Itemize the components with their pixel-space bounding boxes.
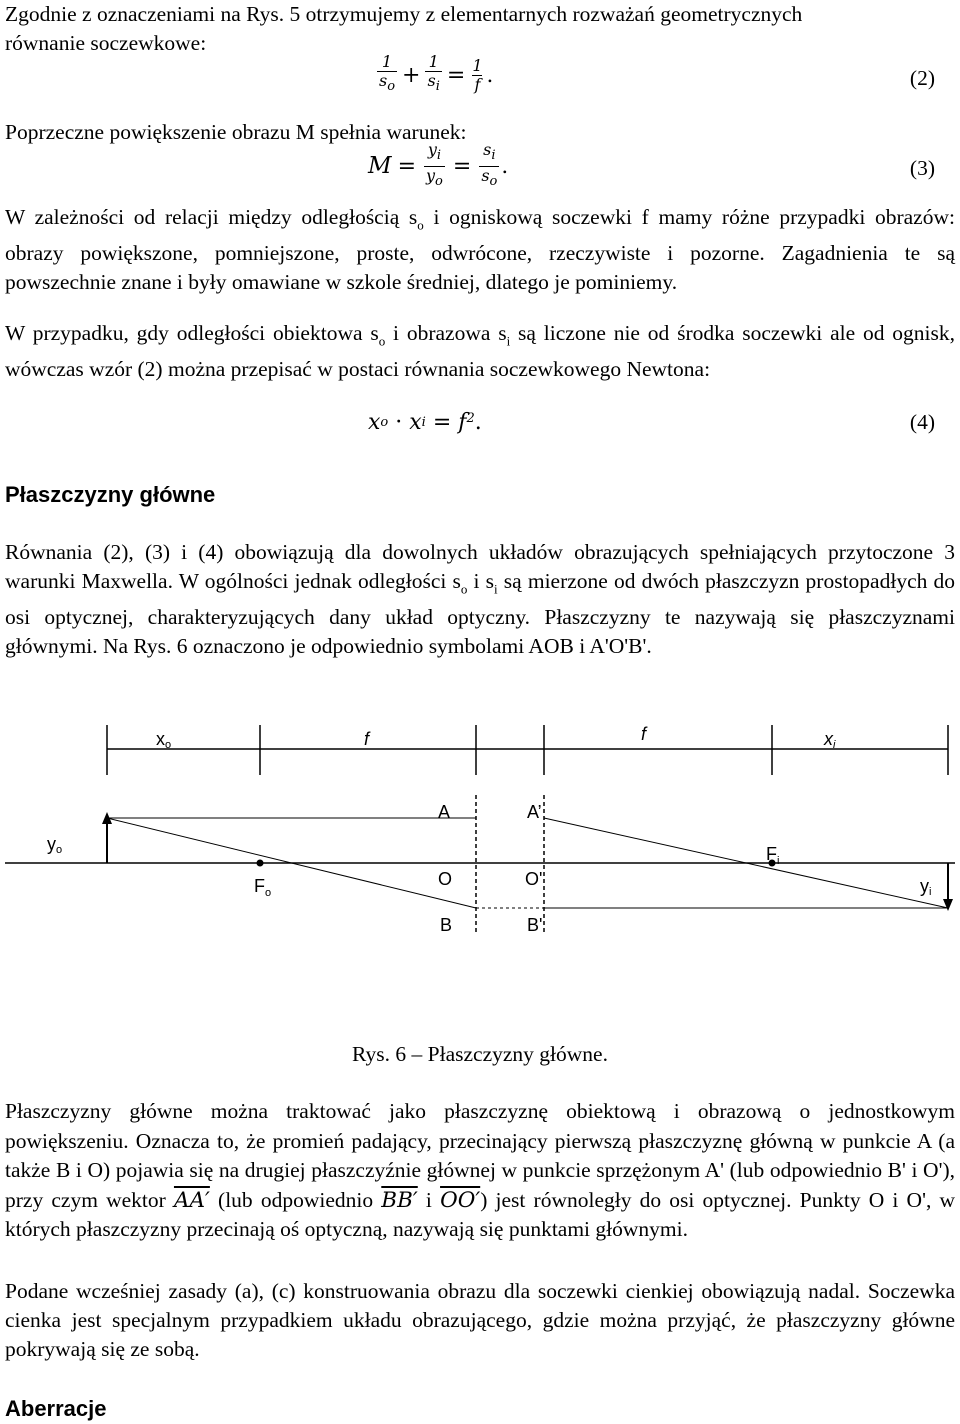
label-O: O: [438, 869, 453, 889]
image-arrowhead: [943, 899, 953, 911]
para1-line2: równanie soczewkowe:: [5, 31, 207, 55]
label-Fo: $F_o$: [254, 876, 272, 899]
figure-principal-planes: [0, 700, 960, 1040]
label-B-prime: B': [527, 915, 543, 935]
equation-4: x o · x i = f $^2$ .: [368, 409, 482, 435]
equation-3-number: (3): [909, 156, 935, 180]
equation-4-number: (4): [909, 410, 935, 434]
label-Fi: $F_i$: [766, 844, 780, 867]
section-heading-principal-planes: Płaszczyzny główne: [5, 482, 216, 507]
para7: Podane wcześniej zasady (a), (c) konstruowania obrazu dla soczewki cienkiej obowiązują nadal. Soczewka cienka jest specjalnym przypadkiem układu obrazującego, gdzie można przyjąć, że płaszczyzny główne pokrywają się ze sobą.: [5, 1279, 955, 1361]
equation-2-number: (2): [909, 66, 935, 90]
equation-2: $\frac{1}{s_o}$ + $\frac{1}{s_i}$ = $\frac{1}{f}$ .: [379, 52, 494, 95]
label-yo: yo: [47, 834, 63, 856]
label-B: B: [440, 915, 453, 935]
para2-text: Poprzeczne powiększenie obrazu M spełnia warunek:: [5, 120, 467, 144]
para6: Płaszczyzny główne można traktować jako płaszczyznę obiektową i obrazową o jednostkowym powiększeniu. Oznacza to, że promień padający, przecinający pierwszą płaszczyznę główną w punkcie A (a także B i O) pojawia się na drugiej płaszczyźnie głównej w punkcie sprzężonym A' (lub odpowiednio B' i O'), przy czym wektor AA′ (lub odpowiednio BB′ i OO′) jest równoległy do osi optycznej. Punkty O i O', w których płaszczyzny przecinają oś optyczną, nazywają się punktami głównymi.: [5, 1099, 956, 1241]
label-f-right: f: [641, 724, 647, 744]
figure-caption: Rys. 6 – Płaszczyzny główne.: [352, 1042, 608, 1066]
equation-3: M = $\frac{y_i}{y_o}$ = $\frac{s_i}{s_o}$ .: [368, 140, 509, 189]
label-O-prime: O': [525, 869, 543, 889]
label-yi: yi: [920, 876, 932, 898]
label-A: A: [438, 802, 451, 822]
label-xo: xo: [156, 729, 172, 751]
label-f-left: f: [364, 729, 370, 749]
para4: W przypadku, gdy odległości obiektowa $s_o$ i obrazowa $s_i$ są liczone nie od środka soczewki ale od ognisk, wówczas wzór (2) można przepisać w postaci równania soczewkowego Newtona:: [5, 321, 956, 382]
para3: W zależności od relacji między odległością $s_o$ i ogniskową soczewki f mamy różne przypadki obrazów: obrazy powiększone, pomniejszone, proste, odwrócone, rzeczywiste i pozorne. Zagadnienia te są powszechnie znane i były omawiane w szkole średniej, dlatego je pominiemy.: [5, 205, 955, 295]
label-A-prime: A’: [527, 802, 542, 822]
section-heading-aberrations: Aberracje: [5, 1396, 107, 1421]
para5: Równania (2), (3) i (4) obowiązują dla dowolnych układów obrazujących spełniających przytoczone 3 warunki Maxwella. W ogólności jednak odległości $s_o$ i $s_i$ są mierzone od dwóch płaszczyzn prostopadłych do osi optycznej, charakteryzujących dany układ optyczny. Płaszczyzny te nazywają się płaszczyznami głównymi. Na Rys. 6 oznaczono je odpowiednio symbolami AOB i A'O'B'.: [5, 540, 956, 659]
para1-line1: Zgodnie z oznaczeniami na Rys. 5 otrzymujemy z elementarnych rozważań geometrycznych: [5, 2, 803, 26]
focal-point-Fo: [257, 860, 264, 867]
label-xi: xi: [824, 729, 836, 751]
